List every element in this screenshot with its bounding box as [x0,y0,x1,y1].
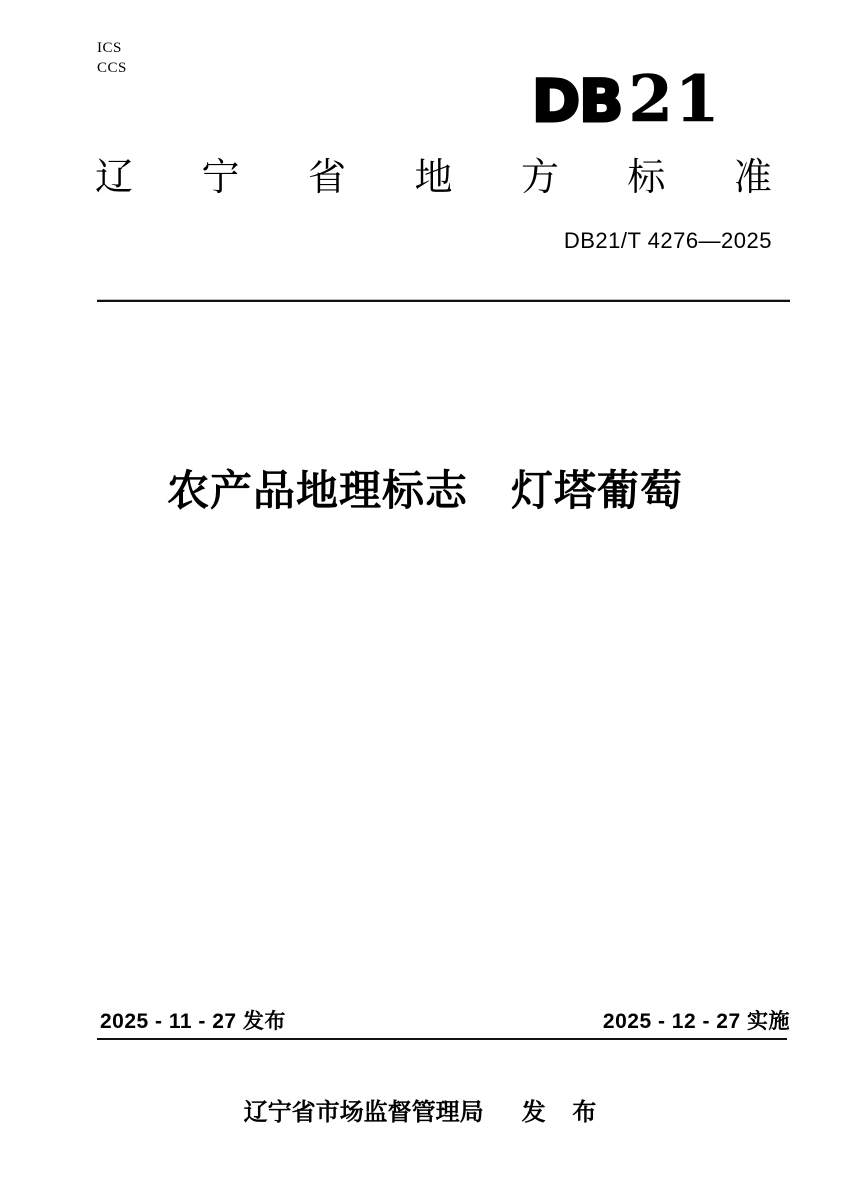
ccs-label: CCS [97,60,127,76]
dates-row [100,1005,790,1035]
publisher-row [0,1092,850,1127]
implement-date: 2025 - 12 - 27 实施 [602,1010,790,1033]
classification-codes [97,38,127,78]
ics-label: ICS [97,40,122,56]
standard-name-char: 宁 [201,157,240,199]
db21-logo [532,62,722,137]
standard-name-row [95,158,772,200]
standard-name-char: 省 [307,157,346,199]
standard-name-char: 方 [520,157,559,199]
document-title: 农产品地理标志 灯塔葡萄 [166,467,683,514]
db-logo-letters: DB [532,67,623,135]
standard-name-char: 标 [627,157,666,199]
standard-code: DB21/T 4276—2025 [563,228,772,253]
footer-divider-line [97,1038,787,1040]
standard-name-char: 地 [414,157,453,199]
header-divider-line [97,299,790,302]
db-logo-number: 21 [628,62,722,137]
standard-name-char: 辽 [95,157,134,199]
publisher-name: 辽宁省市场监督管理局 [243,1099,484,1126]
issue-date: 2025 - 11 - 27 发布 [100,1010,286,1033]
publisher-action: 发 布 [521,1099,607,1126]
standard-name-char: 准 [733,157,772,199]
